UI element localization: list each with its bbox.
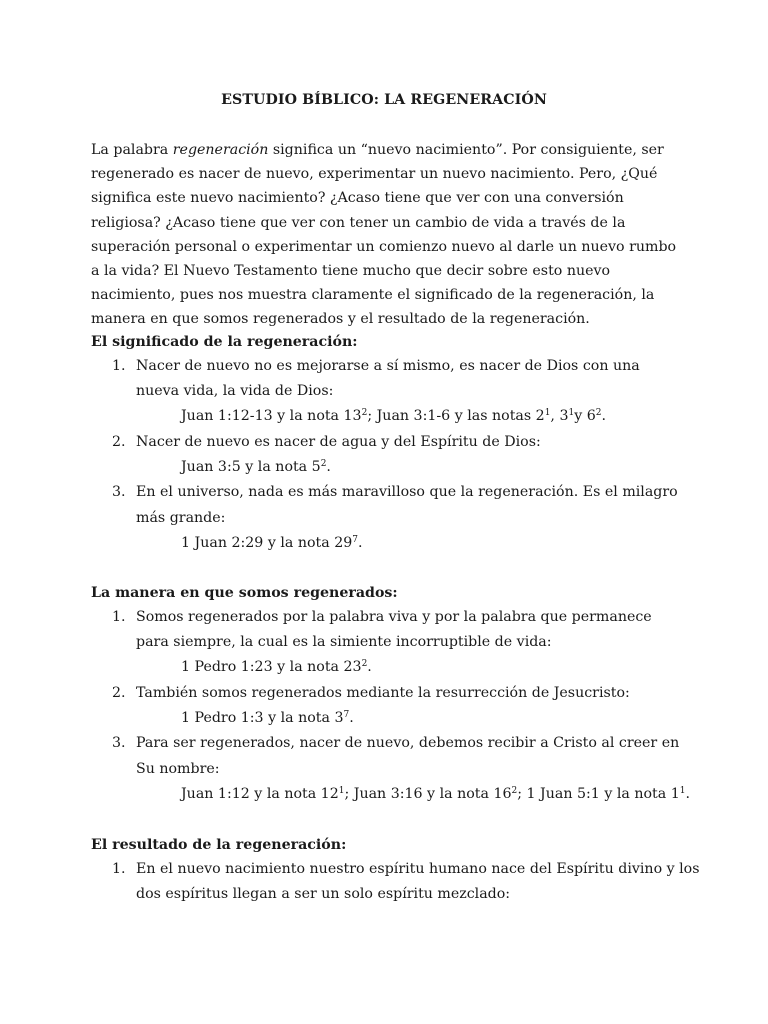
item-text: Somos regenerados por la palabra viva y por la palabra que permanece para siempre, la cual es la simiente incorruptible de vida: (136, 609, 652, 651)
note-superscript: 7 (343, 710, 350, 721)
numbered-list (91, 605, 691, 807)
note-superscript: 1 (338, 785, 345, 796)
item-text: Nacer de nuevo es nacer de agua y del Espíritu de Dios: (136, 433, 541, 450)
scripture-reference (136, 455, 691, 480)
reference-text: Juan 3:5 y la nota 5 (181, 459, 321, 476)
reference-text: . (349, 710, 354, 727)
note-superscript: 2 (595, 408, 602, 419)
note-superscript: 2 (361, 408, 368, 419)
item-number: 1. (112, 609, 126, 625)
section-resultado (91, 833, 700, 907)
intro-text-rest: significa un “nuevo nacimiento”. Por consiguiente, ser regenerado es nacer de nuevo, experimentar un nuevo nacimiento. Pero, ¿Qué significa este nuevo nacimiento? ¿Acaso tiene que ver con una conversión religiosa? ¿Acaso tiene que ver con tener un cambio de vida a través de la superación personal o experimentar un comienzo nuevo al darle un nuevo rumbo a la vida? El Nuevo Testamento tiene mucho que decir sobre esto nuevo nacimiento, pues nos muestra claramente el significado de la regeneración, la manera en que somos regenerados y el resultado de la regeneración. (91, 142, 677, 328)
item-text: Para ser regenerados, nacer de nuevo, debemos recibir a Cristo al creer en Su nombre: (136, 735, 680, 777)
reference-text: , 3 (550, 408, 569, 425)
reference-text: Juan 1:12-13 y la nota 13 (181, 408, 362, 425)
section-significado (91, 330, 691, 556)
section-manera (91, 581, 691, 807)
numbered-list (91, 354, 691, 556)
reference-text: . (367, 659, 372, 676)
reference-text: . (685, 785, 690, 802)
reference-text: y 6 (574, 408, 596, 425)
scripture-reference (136, 655, 681, 680)
scripture-reference (136, 404, 661, 429)
reference-text: . (326, 459, 331, 476)
list-item (91, 605, 681, 681)
item-number: 3. (112, 735, 126, 752)
reference-text: . (601, 408, 607, 425)
item-number: 3. (112, 484, 126, 501)
item-text: En el universo, nada es más maravilloso que la regeneración. Es el milagro más grande: (136, 484, 678, 526)
list-item (91, 430, 691, 481)
reference-text: ; 1 Juan 5:1 y la nota 1 (517, 785, 680, 802)
section-heading: El resultado de la regeneración: (91, 837, 347, 853)
list-item (91, 354, 661, 430)
note-superscript: 2 (511, 785, 518, 796)
scripture-reference (136, 706, 701, 731)
intro-emphasis: regeneración (172, 142, 269, 158)
section-heading: La manera en que somos regenerados: (91, 585, 398, 601)
item-text: También somos regenerados mediante la resurrección de Jesucristo: (136, 684, 630, 701)
list-item (91, 857, 726, 907)
item-text: Nacer de nuevo no es mejorarse a sí mismo, es nacer de Dios con una nueva vida, la vida de Dios: (136, 358, 640, 400)
document-title: ESTUDIO BÍBLICO: LA REGENERACIÓN (221, 92, 547, 108)
intro-text-start: La palabra (91, 142, 173, 158)
scripture-reference (136, 531, 701, 556)
reference-text: . (358, 534, 363, 551)
item-number: 2. (112, 433, 126, 450)
intro-paragraph (91, 138, 681, 332)
reference-text: ; Juan 3:16 y la nota 16 (344, 785, 512, 802)
reference-text: Juan 1:12 y la nota 12 (181, 785, 339, 802)
note-superscript: 1 (679, 785, 686, 796)
list-item (91, 731, 696, 807)
reference-text: 1 Pedro 1:3 y la nota 3 (181, 710, 344, 727)
note-superscript: 7 (352, 534, 359, 545)
numbered-list (91, 857, 700, 907)
note-superscript: 2 (361, 659, 368, 670)
list-item (91, 480, 701, 556)
list-item (91, 681, 701, 732)
reference-text: 1 Pedro 1:23 y la nota 23 (181, 659, 362, 676)
section-heading: El significado de la regeneración: (91, 334, 358, 350)
note-superscript: 2 (320, 459, 327, 470)
item-number: 1. (112, 358, 126, 374)
item-number: 1. (112, 861, 126, 877)
item-text: En el nuevo nacimiento nuestro espíritu humano nace del Espíritu divino y los dos espíritus llegan a ser un solo espíritu mezclado: (136, 861, 700, 903)
item-number: 2. (112, 684, 126, 701)
scripture-reference (136, 782, 696, 807)
reference-text: 1 Juan 2:29 y la nota 29 (181, 534, 353, 551)
note-superscript: 1 (568, 408, 575, 419)
note-superscript: 1 (544, 408, 551, 419)
reference-text: ; Juan 3:1-6 y las notas 2 (367, 408, 545, 425)
